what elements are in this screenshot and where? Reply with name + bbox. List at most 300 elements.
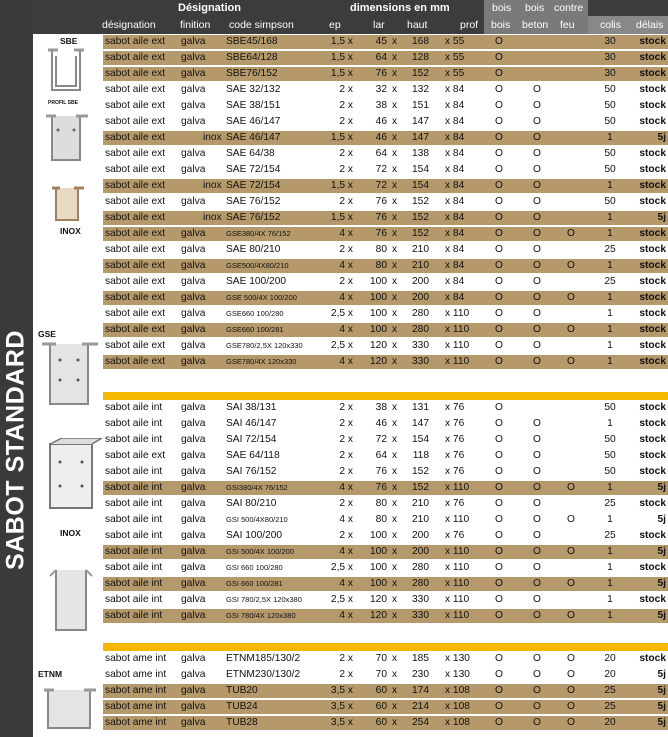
row-x-sep: x <box>392 276 398 287</box>
row-finition: galva <box>181 148 206 159</box>
row-colis: 30 <box>604 68 616 79</box>
row-beton: O <box>533 482 541 493</box>
row-beton: O <box>533 196 541 207</box>
row-x-sep: x <box>392 546 398 557</box>
row-profondeur: x 84 <box>445 212 465 223</box>
row-largeur: 100 <box>370 562 387 573</box>
row-largeur: 76 <box>375 466 387 477</box>
header-col-lar: lar <box>373 19 385 31</box>
row-profondeur: x 84 <box>445 116 465 127</box>
row-delais: 5j <box>657 685 666 696</box>
row-largeur: 80 <box>375 244 387 255</box>
row-profondeur: x 110 <box>445 482 470 493</box>
row-code: GSI 500/4X 100/200 <box>226 547 294 556</box>
row-bois: O <box>495 84 503 95</box>
row-profondeur: x 110 <box>445 324 470 335</box>
row-designation: sabot aile int <box>105 546 163 557</box>
row-hauteur: 200 <box>412 292 429 303</box>
row-largeur: 72 <box>375 180 387 191</box>
row-designation: sabot aile ext <box>105 116 166 127</box>
row-delais: stock <box>639 562 666 573</box>
row-largeur: 32 <box>375 84 387 95</box>
row-hauteur: 152 <box>412 212 429 223</box>
row-profondeur: x 76 <box>445 418 465 429</box>
row-code: SAE 64/118 <box>226 450 280 461</box>
row-bois: O <box>495 212 503 223</box>
row-hauteur: 210 <box>412 514 429 525</box>
table-row <box>103 211 668 225</box>
row-x-sep: x <box>392 514 398 525</box>
row-colis: 20 <box>604 717 616 728</box>
row-bois: O <box>495 685 503 696</box>
row-contre-feu: O <box>567 324 575 335</box>
row-profondeur: x 108 <box>445 717 470 728</box>
row-hauteur: 200 <box>412 276 429 287</box>
row-hauteur: 210 <box>412 244 429 255</box>
row-beton: O <box>533 498 541 509</box>
row-hauteur: 138 <box>412 148 429 159</box>
row-bois: O <box>495 36 503 47</box>
row-largeur: 120 <box>370 356 387 367</box>
row-bois: O <box>495 116 503 127</box>
row-beton: O <box>533 418 541 429</box>
table-row <box>103 115 668 129</box>
row-x-sep: x <box>392 402 398 413</box>
table-row <box>103 291 668 305</box>
row-hauteur: 152 <box>412 68 429 79</box>
row-finition: galva <box>181 701 206 712</box>
row-x-sep: x <box>392 196 398 207</box>
row-finition: galva <box>181 546 206 557</box>
row-largeur: 46 <box>375 418 387 429</box>
row-profondeur: x 84 <box>445 180 465 191</box>
row-ep: 2 x <box>339 244 353 255</box>
row-colis: 1 <box>607 418 613 429</box>
row-delais: stock <box>639 244 666 255</box>
table-row <box>103 652 668 666</box>
row-delais: stock <box>639 594 666 605</box>
header-col-designation: désignation <box>102 19 156 31</box>
row-hauteur: 152 <box>412 482 429 493</box>
row-delais: stock <box>639 276 666 287</box>
row-beton: O <box>533 340 541 351</box>
row-ep: 1,5 x <box>330 36 353 47</box>
row-beton: O <box>533 212 541 223</box>
gse-hanger-illustration <box>40 340 100 416</box>
row-x-sep: x <box>392 466 398 477</box>
row-largeur: 120 <box>370 610 387 621</box>
table-row <box>103 163 668 177</box>
row-largeur: 76 <box>375 68 387 79</box>
row-x-sep: x <box>392 434 398 445</box>
row-finition: galva <box>181 292 206 303</box>
row-profondeur: x 76 <box>445 466 465 477</box>
row-colis: 1 <box>607 132 613 143</box>
row-beton: O <box>533 701 541 712</box>
row-beton: O <box>533 180 541 191</box>
row-hauteur: 254 <box>412 717 429 728</box>
row-x-sep: x <box>392 324 398 335</box>
row-finition: galva <box>181 356 206 367</box>
row-delais: 5j <box>657 669 666 680</box>
row-designation: sabot ame int <box>105 653 167 664</box>
row-hauteur: 174 <box>412 685 429 696</box>
row-delais: stock <box>639 434 666 445</box>
etnm-hanger-illustration <box>40 684 100 734</box>
row-profondeur: x 76 <box>445 434 465 445</box>
row-ep: 2 x <box>339 276 353 287</box>
row-code: SAE 72/154 <box>226 180 281 191</box>
row-largeur: 38 <box>375 402 387 413</box>
row-designation: sabot aile ext <box>105 148 166 159</box>
row-designation: sabot aile int <box>105 578 163 589</box>
row-delais: stock <box>639 324 666 335</box>
row-hauteur: 154 <box>412 180 429 191</box>
row-profondeur: x 76 <box>445 402 465 413</box>
group-separator <box>103 392 668 400</box>
table-row <box>103 355 668 369</box>
row-designation: sabot aile ext <box>105 340 166 351</box>
row-hauteur: 330 <box>412 356 429 367</box>
header-col-finition: finition <box>180 19 211 31</box>
row-largeur: 76 <box>375 482 387 493</box>
row-beton: O <box>533 466 541 477</box>
row-designation: sabot aile ext <box>105 68 166 79</box>
row-delais: stock <box>639 530 666 541</box>
label-sbe: SBE <box>60 36 78 46</box>
header-col-delais: délais <box>636 19 664 31</box>
header-col-code: code simpson <box>229 19 294 31</box>
row-hauteur: 280 <box>412 324 429 335</box>
row-profondeur: x 55 <box>445 52 465 63</box>
row-hauteur: 147 <box>412 418 429 429</box>
row-profondeur: x 108 <box>445 701 470 712</box>
row-ep: 2,5 x <box>330 562 353 573</box>
table-row <box>103 545 668 559</box>
row-bois: O <box>495 482 503 493</box>
row-x-sep: x <box>392 685 398 696</box>
row-beton: O <box>533 610 541 621</box>
row-contre-feu: O <box>567 546 575 557</box>
row-profondeur: x 130 <box>445 653 470 664</box>
row-largeur: 70 <box>375 653 387 664</box>
row-designation: sabot aile ext <box>105 196 166 207</box>
header-designation: Désignation <box>178 2 241 14</box>
row-code: SAE 64/38 <box>226 148 275 159</box>
row-finition: inox <box>203 180 222 191</box>
row-largeur: 80 <box>375 498 387 509</box>
row-finition: galva <box>181 276 206 287</box>
row-largeur: 80 <box>375 260 387 271</box>
row-bois: O <box>495 610 503 621</box>
row-designation: sabot aile ext <box>105 132 166 143</box>
row-ep: 4 x <box>339 356 353 367</box>
row-contre-feu: O <box>567 685 575 696</box>
row-contre-feu: O <box>567 356 575 367</box>
table-row <box>103 577 668 591</box>
row-bois: O <box>495 68 503 79</box>
row-delais: stock <box>639 450 666 461</box>
header-col-haut: haut <box>407 19 428 31</box>
table-row <box>103 99 668 113</box>
row-x-sep: x <box>392 52 398 63</box>
label-etnm: ETNM <box>38 669 63 679</box>
row-designation: sabot aile ext <box>105 212 166 223</box>
row-delais: 5j <box>657 132 666 143</box>
row-profondeur: x 84 <box>445 228 465 239</box>
row-designation: sabot ame int <box>105 701 167 712</box>
row-code: SAE 76/152 <box>226 212 281 223</box>
row-code: SBE64/128 <box>226 52 278 63</box>
header-row-1 <box>33 0 668 16</box>
row-largeur: 60 <box>375 685 387 696</box>
row-delais: 5j <box>657 610 666 621</box>
row-beton: O <box>533 450 541 461</box>
row-finition: galva <box>181 84 206 95</box>
sbe-hanger-illustration <box>46 46 86 98</box>
row-hauteur: 154 <box>412 164 429 175</box>
row-profondeur: x 110 <box>445 340 470 351</box>
row-largeur: 60 <box>375 717 387 728</box>
row-x-sep: x <box>392 100 398 111</box>
row-ep: 2 x <box>339 148 353 159</box>
row-profondeur: x 84 <box>445 244 465 255</box>
row-contre-feu: O <box>567 578 575 589</box>
label-gse: GSE <box>38 329 56 339</box>
table-row <box>103 433 668 447</box>
row-largeur: 120 <box>370 594 387 605</box>
row-designation: sabot aile ext <box>105 308 166 319</box>
row-bois: O <box>495 402 503 413</box>
row-colis: 1 <box>607 562 613 573</box>
row-profondeur: x 76 <box>445 498 465 509</box>
row-colis: 1 <box>607 482 613 493</box>
row-finition: galva <box>181 196 206 207</box>
row-finition: galva <box>181 228 206 239</box>
row-contre-feu: O <box>567 260 575 271</box>
row-designation: sabot aile ext <box>105 164 166 175</box>
row-colis: 1 <box>607 324 613 335</box>
row-finition: galva <box>181 653 206 664</box>
row-ep: 4 x <box>339 324 353 335</box>
row-beton: O <box>533 148 541 159</box>
row-ep: 2 x <box>339 434 353 445</box>
row-code: SAI 80/210 <box>226 498 277 509</box>
row-bois: O <box>495 530 503 541</box>
row-finition: galva <box>181 530 206 541</box>
row-bois: O <box>495 418 503 429</box>
row-beton: O <box>533 132 541 143</box>
row-bois: O <box>495 324 503 335</box>
row-beton: O <box>533 100 541 111</box>
row-largeur: 72 <box>375 434 387 445</box>
row-ep: 1,5 x <box>330 52 353 63</box>
row-finition: galva <box>181 260 206 271</box>
row-code: SAI 72/154 <box>226 434 277 445</box>
row-code: GSI 660 100/280 <box>226 563 283 572</box>
header-contre: contre <box>554 2 584 14</box>
row-bois: O <box>495 228 503 239</box>
table-row <box>103 131 668 145</box>
row-colis: 1 <box>607 594 613 605</box>
row-profondeur: x 110 <box>445 308 470 319</box>
row-designation: sabot aile int <box>105 514 163 525</box>
row-designation: sabot aile int <box>105 498 163 509</box>
row-beton: O <box>533 514 541 525</box>
row-ep: 4 x <box>339 610 353 621</box>
table-row <box>103 497 668 511</box>
row-ep: 1,5 x <box>330 68 353 79</box>
row-contre-feu: O <box>567 610 575 621</box>
header-bois2: bois <box>525 2 545 14</box>
row-bois: O <box>495 148 503 159</box>
row-largeur: 64 <box>375 148 387 159</box>
row-bois: O <box>495 514 503 525</box>
row-designation: sabot aile ext <box>105 36 166 47</box>
row-hauteur: 147 <box>412 116 429 127</box>
row-ep: 1,5 x <box>330 180 353 191</box>
table-row <box>103 195 668 209</box>
row-bois: O <box>495 52 503 63</box>
row-delais: 5j <box>657 482 666 493</box>
table-row <box>103 481 668 495</box>
row-delais: stock <box>639 340 666 351</box>
row-colis: 50 <box>604 402 616 413</box>
header-col-beton: beton <box>522 19 549 31</box>
row-colis: 1 <box>607 180 613 191</box>
row-bois: O <box>495 276 503 287</box>
row-finition: galva <box>181 578 206 589</box>
row-beton: O <box>533 260 541 271</box>
row-colis: 50 <box>604 434 616 445</box>
row-finition: inox <box>203 212 222 223</box>
row-colis: 30 <box>604 36 616 47</box>
row-x-sep: x <box>392 530 398 541</box>
row-largeur: 100 <box>370 324 387 335</box>
row-delais: stock <box>639 36 666 47</box>
row-designation: sabot aile int <box>105 610 163 621</box>
row-x-sep: x <box>392 132 398 143</box>
row-hauteur: 185 <box>412 653 429 664</box>
row-ep: 2 x <box>339 196 353 207</box>
table-row <box>103 561 668 575</box>
row-code: SBE45/168 <box>226 36 278 47</box>
row-x-sep: x <box>392 356 398 367</box>
row-code: TUB20 <box>226 685 258 696</box>
row-beton: O <box>533 116 541 127</box>
row-largeur: 100 <box>370 276 387 287</box>
row-largeur: 100 <box>370 308 387 319</box>
row-finition: galva <box>181 402 206 413</box>
row-ep: 4 x <box>339 482 353 493</box>
row-bois: O <box>495 260 503 271</box>
row-largeur: 46 <box>375 132 387 143</box>
row-profondeur: x 110 <box>445 578 470 589</box>
row-delais: stock <box>639 228 666 239</box>
row-finition: galva <box>181 68 206 79</box>
row-designation: sabot aile ext <box>105 324 166 335</box>
table-row <box>103 51 668 65</box>
row-designation: sabot aile int <box>105 594 163 605</box>
row-colis: 50 <box>604 148 616 159</box>
row-finition: galva <box>181 52 206 63</box>
side-banner <box>0 0 33 737</box>
row-colis: 50 <box>604 196 616 207</box>
row-hauteur: 330 <box>412 610 429 621</box>
row-largeur: 38 <box>375 100 387 111</box>
table-row <box>103 275 668 289</box>
header-col-prof: prof <box>460 19 479 31</box>
row-ep: 4 x <box>339 228 353 239</box>
row-designation: sabot aile ext <box>105 84 166 95</box>
row-code: GSI 780/2,5X 120x380 <box>226 595 302 604</box>
row-largeur: 76 <box>375 212 387 223</box>
row-designation: sabot ame int <box>105 669 167 680</box>
row-delais: stock <box>639 100 666 111</box>
row-colis: 20 <box>604 669 616 680</box>
row-colis: 25 <box>604 685 616 696</box>
row-ep: 2 x <box>339 669 353 680</box>
table-row <box>103 259 668 273</box>
label-inox-2: INOX <box>60 528 81 538</box>
row-code: SAE 80/210 <box>226 244 281 255</box>
header-col-ep: ep <box>329 19 341 31</box>
row-delais: stock <box>639 498 666 509</box>
table-row <box>103 243 668 257</box>
row-largeur: 70 <box>375 669 387 680</box>
row-code: GSE660 100/281 <box>226 325 284 334</box>
sai-hanger-illustration <box>40 438 102 524</box>
row-hauteur: 200 <box>412 546 429 557</box>
row-hauteur: 210 <box>412 260 429 271</box>
row-x-sep: x <box>392 308 398 319</box>
table-row <box>103 83 668 97</box>
row-code: SAI 76/152 <box>226 466 277 477</box>
row-code: TUB24 <box>226 701 258 712</box>
row-code: GSE780/4X 120x330 <box>226 357 297 366</box>
row-code: GSE380/4X 76/152 <box>226 229 291 238</box>
row-colis: 20 <box>604 653 616 664</box>
row-bois: O <box>495 562 503 573</box>
row-ep: 2,5 x <box>330 340 353 351</box>
row-colis: 1 <box>607 228 613 239</box>
table-row <box>103 609 668 623</box>
row-beton: O <box>533 324 541 335</box>
row-ep: 2 x <box>339 530 353 541</box>
row-profondeur: x 110 <box>445 594 470 605</box>
row-contre-feu: O <box>567 717 575 728</box>
row-delais: stock <box>639 308 666 319</box>
row-bois: O <box>495 701 503 712</box>
row-beton: O <box>533 594 541 605</box>
row-code: GSE500/4X80/210 <box>226 261 289 270</box>
row-hauteur: 132 <box>412 84 429 95</box>
row-ep: 2 x <box>339 100 353 111</box>
row-largeur: 60 <box>375 701 387 712</box>
row-beton: O <box>533 308 541 319</box>
row-finition: galva <box>181 244 206 255</box>
row-designation: sabot aile int <box>105 482 163 493</box>
table-row <box>103 339 668 353</box>
row-colis: 50 <box>604 450 616 461</box>
row-x-sep: x <box>392 36 398 47</box>
row-delais: 5j <box>657 701 666 712</box>
row-x-sep: x <box>392 701 398 712</box>
row-bois: O <box>495 578 503 589</box>
row-ep: 2 x <box>339 466 353 477</box>
row-bois: O <box>495 594 503 605</box>
row-designation: sabot aile ext <box>105 276 166 287</box>
